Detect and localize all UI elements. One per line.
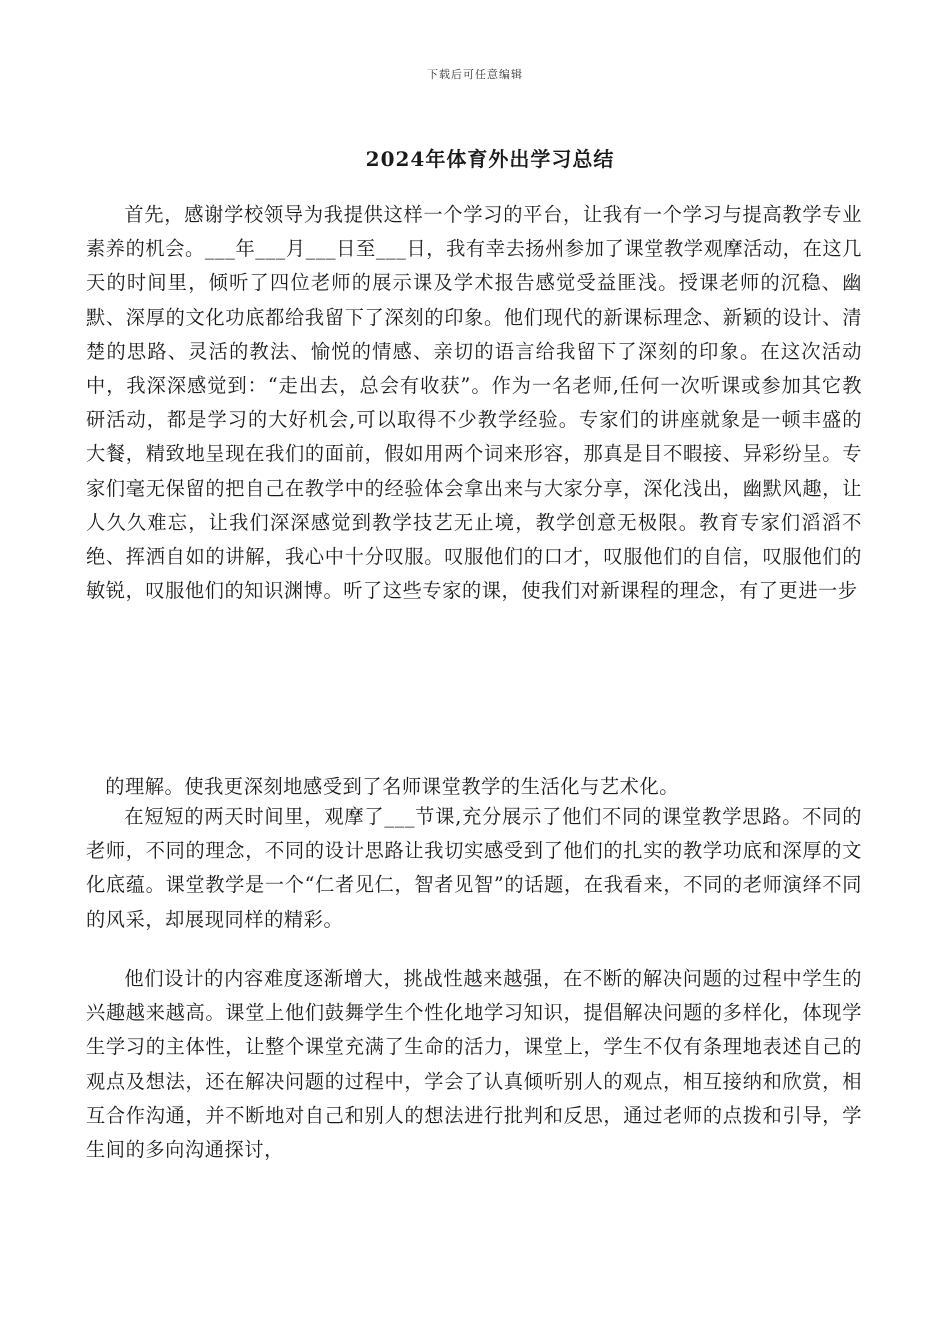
document-title: 2024年体育外出学习总结 xyxy=(365,147,615,171)
header-note: 下载后可任意编辑 xyxy=(427,68,523,81)
paragraph-4: 他们设计的内容难度逐渐增大，挑战性越来越强，在不断的解决问题的过程中学生的兴趣越来越高。课堂上他们鼓舞学生个性化地学习知识，提倡解决问题的多样化，体现学生学习的主体性，让整个课堂充满了生命的活力，课堂上，学生不仅有条理地表述自己的观点及想法，还在解决问题的过程中，学会了认真倾听别人的观点，相互接纳和欣赏，相互合作沟通，并不断地对自己和别人的想法进行批判和反思，通过老师的点拨和引导，学生间的多向沟通探讨， xyxy=(86,967,862,1162)
paragraph-2: 的理解。使我更深刻地感受到了名师课堂教学的生活化与艺术化。 xyxy=(105,775,680,798)
paragraph-3: 在短短的两天时间里，观摩了___节课,充分展示了他们不同的课堂教学思路。不同的老师，不同的理念，不同的设计思路让我切实感受到了他们的扎实的教学功底和深厚的文化底蕴。课堂教学是一个“仁者见仁，智者见智”的话题，在我看来，不同的老师演绎不同的风采，却展现同样的精彩。 xyxy=(86,805,862,931)
paragraph-1: 首先，感谢学校领导为我提供这样一个学习的平台，让我有一个学习与提高教学专业素养的机会。___年___月___日至___日，我有幸去扬州参加了课堂教学观摩活动，在这几天的时间里，倾听了四位老师的展示课及学术报告感觉受益匪浅。授课老师的沉稳、幽默、深厚的文化功底都给我留下了深刻的印象。他们现代的新课标理念、新颖的设计、清楚的思路、灵活的教法、愉悦的情感、亲切的语言给我留下了深刻的印象。在这次活动中，我深深感觉到：“走出去，总会有收获”。作为一名老师,任何一次听课或参加其它教研活动，都是学习的大好机会,可以取得不少教学经验。专家们的讲座就象是一顿丰盛的大餐，精致地呈现在我们的面前，假如用两个词来形容，那真是目不暇接、异彩纷呈。专家们毫无保留的把自己在教学中的经验体会拿出来与大家分享，深化浅出，幽默风趣，让人久久难忘，让我们深深感觉到教学技艺无止境，教学创意无极限。教育专家们滔滔不绝、挥洒自如的讲解，我心中十分叹服。叹服他们的口才，叹服他们的自信，叹服他们的敏锐，叹服他们的知识渊博。听了这些专家的课，使我们对新课程的理念，有了更进一步 xyxy=(86,203,862,603)
